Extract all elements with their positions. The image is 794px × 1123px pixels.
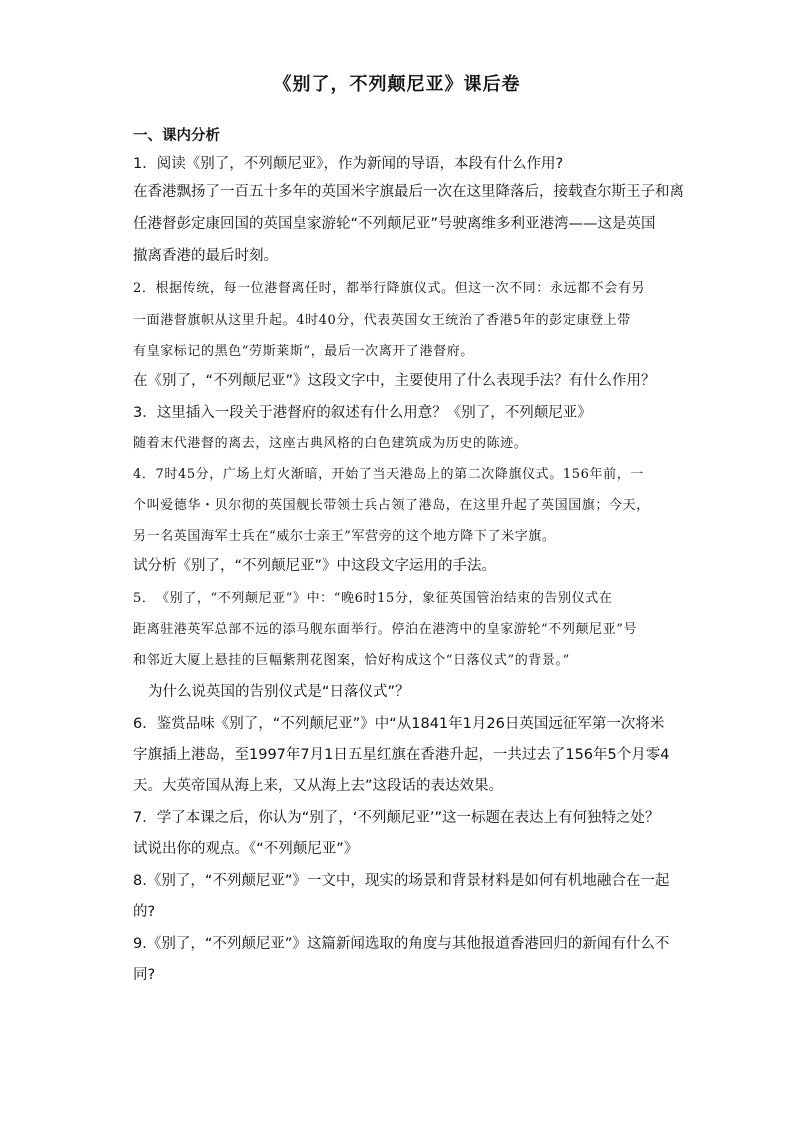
question-prompt: 在《别了，“不列颠尼亚”》这段文字中，主要使用了什么表现手法？有什么作用？ xyxy=(133,373,656,389)
text-line: 撤离香港的最后时刻。 xyxy=(133,248,278,264)
question-9: 9.《别了，“不列颠尼亚”》这篇新闻选取的角度与其他报道香港回归的新闻有什么不 xyxy=(133,936,670,952)
question-3: 3．这里插入一段关于港督府的叙述有什么用意？《别了，不列颠尼亚》 xyxy=(133,405,592,421)
text-line: 天。大英帝国从海上来，又从海上去”这段话的表达效果。 xyxy=(133,778,504,794)
text-line: 一面港督旗帜从这里升起。4时40分，代表英国女王统治了香港5年的彭定康登上带 xyxy=(133,313,631,328)
question-5: 5． 《别了，“不列颠尼亚”》中：“晚6时15分，象征英国管治结束的告别仪式在 xyxy=(133,591,613,606)
page-title: 《别了，不列颠尼亚》课后卷 xyxy=(273,74,521,95)
text-line: 的? xyxy=(133,904,156,920)
text-line: 有皇家标记的黑色“劳斯莱斯”，最后一次离开了港督府。 xyxy=(133,344,474,359)
question-6: 6．鉴赏品味《别了，“不列颠尼亚”》中“从1841年1月26日英国远征军第一次将米 xyxy=(133,716,665,732)
question-1: 1．阅读《别了，不列颠尼亚》，作为新闻的导语，本段有什么作用? xyxy=(133,156,564,172)
text-line: 距离驻港英军总部不远的添马舰东面举行。停泊在港湾中的皇家游轮“不列颠尼亚”号 xyxy=(133,622,638,637)
question-prompt: 为什么说英国的告别仪式是“日落仪式”？ xyxy=(148,684,410,700)
question-8: 8.《别了，“不列颠尼亚”》一文中，现实的场景和背景材料是如何有机地融合在一起 xyxy=(133,873,670,889)
section-heading: 一、课内分析 xyxy=(133,128,220,144)
text-line: 任港督彭定康回国的英国皇家游轮“不列颠尼亚”号驶离维多利亚港湾——这是英国 xyxy=(133,216,656,232)
text-line: 字旗插上港岛，至1997年7月1日五星红旗在香港升起，一共过去了156年5个月零4 xyxy=(133,747,670,763)
question-prompt: 试分析《别了，“不列颠尼亚”》中这段文字运用的手法。 xyxy=(133,558,497,574)
text-line: 在香港飘扬了一百五十多年的英国米字旗最后一次在这里降落后，接载查尔斯王子和离 xyxy=(133,184,684,200)
question-4: 4．7时45分，广场上灯火渐暗，开始了当天港岛上的第二次降旗仪式。156年前，一 xyxy=(133,467,644,482)
text-line: 另一名英国海军士兵在“威尔士亲王”军营旁的这个地方降下了米字旗。 xyxy=(133,529,556,544)
text-line: 同? xyxy=(133,967,156,983)
question-7: 7．学了本课之后，你认为“别了，‘不列颠尼亚’”这一标题在表达上有何独特之处？ xyxy=(133,810,660,826)
text-line: 和邻近大厦上悬挂的巨幅紫荆花图案，恰好构成这个“日落仪式”的背景。” xyxy=(133,653,570,668)
text-line: 个叫爱德华・贝尔彻的英国舰长带领士兵占领了港岛，在这里升起了英国国旗；今天， xyxy=(133,498,650,513)
text-line: 试说出你的观点。《“不列颠尼亚”》 xyxy=(133,841,359,857)
question-2: 2．根据传统，每一位港督离任时，都举行降旗仪式。但这一次不同：永远都不会有另 xyxy=(133,281,646,296)
text-line: 随着末代港督的离去，这座古典风格的白色建筑成为历史的陈迹。 xyxy=(133,436,528,451)
